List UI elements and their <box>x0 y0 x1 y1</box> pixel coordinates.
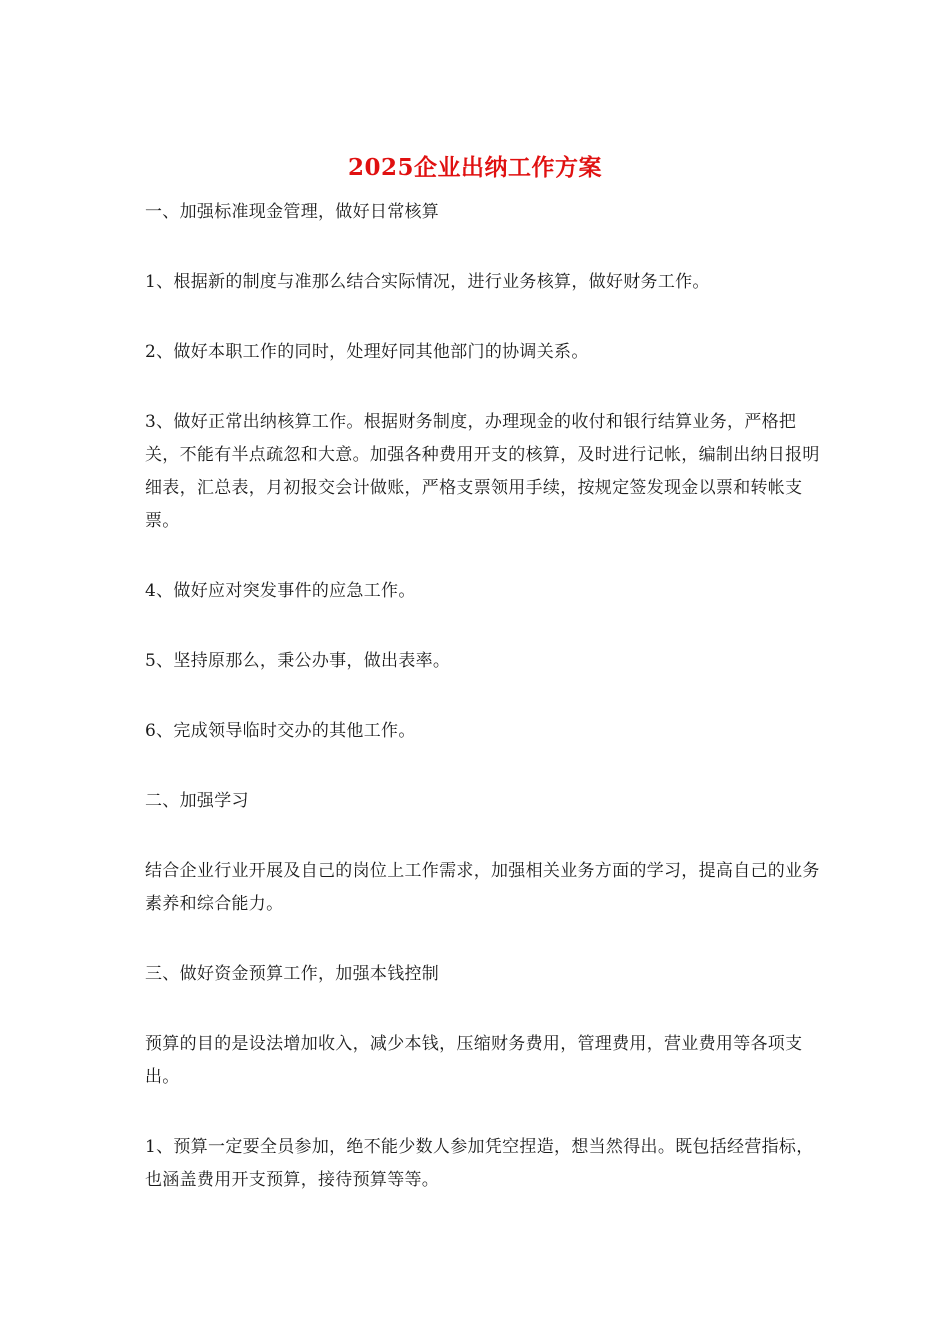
paragraph: 预算的目的是设法增加收入，减少本钱，压缩财务费用，管理费用，营业费用等各项支出。 <box>145 1034 803 1087</box>
paragraph: 4、做好应对突发事件的应急工作。 <box>145 581 416 601</box>
paragraph: 5、坚持原那么，秉公办事，做出表率。 <box>145 651 451 671</box>
document-title: 2025企业出纳工作方案 <box>347 154 602 181</box>
document-body <box>145 196 825 1234</box>
paragraph: 2、做好本职工作的同时，处理好同其他部门的协调关系。 <box>145 342 589 362</box>
paragraph: 6、完成领导临时交办的其他工作。 <box>145 721 416 741</box>
section-heading-1: 一、加强标准现金管理，做好日常核算 <box>145 202 440 222</box>
paragraph: 结合企业行业开展及自己的岗位上工作需求，加强相关业务方面的学习，提高自己的业务素养和综合能力。 <box>145 861 820 914</box>
paragraph: 3、做好正常出纳核算工作。根据财务制度，办理现金的收付和银行结算业务，严格把关，不能有半点疏忽和大意。加强各种费用开支的核算，及时进行记帐，编制出纳日报明细表，汇总表，月初报交会计做账，严格支票领用手续，按规定签发现金以票和转帐支票。 <box>145 412 820 531</box>
section-heading-3: 三、做好资金预算工作，加强本钱控制 <box>145 964 440 984</box>
section-heading-2: 二、加强学习 <box>145 791 249 811</box>
paragraph: 1、根据新的制度与准那么结合实际情况，进行业务核算，做好财务工作。 <box>145 272 710 292</box>
paragraph: 1、预算一定要全员参加，绝不能少数人参加凭空捏造，想当然得出。既包括经营指标，也涵盖费用开支预算，接待预算等等。 <box>145 1137 814 1190</box>
